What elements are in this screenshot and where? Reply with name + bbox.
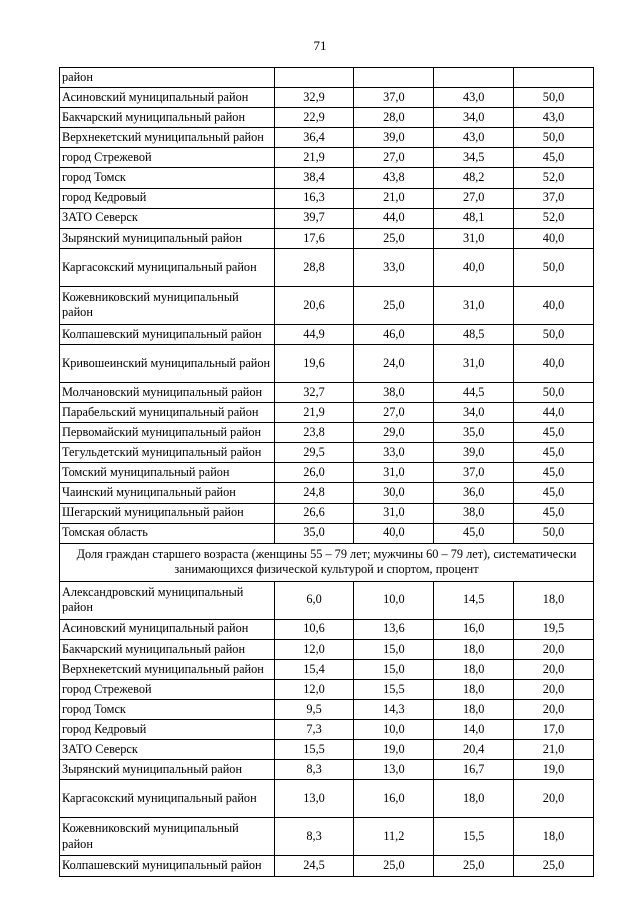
value-cell: 15,5 <box>434 818 514 856</box>
value-cell: 34,0 <box>434 403 514 423</box>
value-cell: 20,0 <box>514 700 594 720</box>
value-cell: 25,0 <box>354 856 434 876</box>
value-cell: 18,0 <box>514 818 594 856</box>
municipality-name-cell: Первомайский муниципальный район <box>60 423 275 443</box>
value-cell: 31,0 <box>434 344 514 382</box>
municipality-name-cell: Бакчарский муниципальный район <box>60 639 275 659</box>
value-cell: 44,5 <box>434 382 514 402</box>
municipality-name-cell: город Томск <box>60 168 275 188</box>
value-cell: 13,0 <box>354 760 434 780</box>
municipality-name-cell: Верхнекетский муниципальный район <box>60 128 275 148</box>
value-cell: 32,7 <box>274 382 354 402</box>
value-cell: 25,0 <box>514 856 594 876</box>
value-cell: 40,0 <box>514 228 594 248</box>
value-cell: 25,0 <box>354 228 434 248</box>
table-row <box>60 248 594 286</box>
municipality-name-cell: Парабельский муниципальный район <box>60 403 275 423</box>
value-cell: 21,9 <box>274 148 354 168</box>
value-cell: 14,0 <box>434 720 514 740</box>
municipality-name-cell: город Кедровый <box>60 188 275 208</box>
value-cell: 50,0 <box>514 324 594 344</box>
value-cell: 33,0 <box>354 248 434 286</box>
value-cell: 20,0 <box>514 780 594 818</box>
value-cell: 20,0 <box>514 659 594 679</box>
value-cell: 13,6 <box>354 619 434 639</box>
table-row <box>60 108 594 128</box>
municipality-name-cell: Томский муниципальный район <box>60 463 275 483</box>
value-cell: 35,0 <box>434 423 514 443</box>
value-cell: 18,0 <box>434 659 514 679</box>
value-cell: 37,0 <box>514 188 594 208</box>
municipality-name-cell: Томская область <box>60 523 275 543</box>
value-cell: 48,1 <box>434 208 514 228</box>
value-cell: 43,8 <box>354 168 434 188</box>
municipality-name-cell: город Стрежевой <box>60 679 275 699</box>
value-cell: 48,2 <box>434 168 514 188</box>
municipality-name-cell: Асиновский муниципальный район <box>60 88 275 108</box>
value-cell: 36,0 <box>434 483 514 503</box>
value-cell: 40,0 <box>514 344 594 382</box>
value-cell: 10,0 <box>354 581 434 619</box>
table-row <box>60 760 594 780</box>
value-cell: 16,3 <box>274 188 354 208</box>
value-cell: 18,0 <box>434 639 514 659</box>
table-row <box>60 463 594 483</box>
table-row <box>60 720 594 740</box>
value-cell: 33,0 <box>354 443 434 463</box>
value-cell: 34,0 <box>434 108 514 128</box>
value-cell: 31,0 <box>434 286 514 324</box>
table-row <box>60 619 594 639</box>
value-cell: 40,0 <box>354 523 434 543</box>
table-row <box>60 483 594 503</box>
municipality-name-cell: Колпашевский муниципальный район <box>60 856 275 876</box>
value-cell: 19,5 <box>514 619 594 639</box>
value-cell: 20,6 <box>274 286 354 324</box>
municipality-name-cell: Тегульдетский муниципальный район <box>60 443 275 463</box>
value-cell: 15,0 <box>354 659 434 679</box>
value-cell: 28,0 <box>354 108 434 128</box>
value-cell: 39,7 <box>274 208 354 228</box>
municipality-name-cell: Зырянский муниципальный район <box>60 228 275 248</box>
municipality-name-cell: Чаинский муниципальный район <box>60 483 275 503</box>
section-2-header-group <box>60 543 594 581</box>
value-cell: 18,0 <box>514 581 594 619</box>
value-cell: 50,0 <box>514 382 594 402</box>
value-cell: 25,0 <box>354 286 434 324</box>
value-cell: 11,2 <box>354 818 434 856</box>
section-1-rows <box>60 68 594 544</box>
table-row <box>60 344 594 382</box>
value-cell: 31,0 <box>354 463 434 483</box>
table-row <box>60 581 594 619</box>
value-cell: 7,3 <box>274 720 354 740</box>
municipality-name-cell: Кожевниковский муниципальный район <box>60 818 275 856</box>
value-cell: 26,6 <box>274 503 354 523</box>
value-cell: 43,0 <box>514 108 594 128</box>
value-cell: 50,0 <box>514 128 594 148</box>
table-row <box>60 740 594 760</box>
value-cell: 36,4 <box>274 128 354 148</box>
value-cell: 20,0 <box>514 639 594 659</box>
value-cell: 8,3 <box>274 760 354 780</box>
table-row <box>60 700 594 720</box>
value-cell: 39,0 <box>434 443 514 463</box>
municipality-name-cell: ЗАТО Северск <box>60 208 275 228</box>
municipality-name-cell: район <box>60 68 275 88</box>
value-cell: 38,4 <box>274 168 354 188</box>
value-cell: 8,3 <box>274 818 354 856</box>
value-cell: 6,0 <box>274 581 354 619</box>
value-cell: 46,0 <box>354 324 434 344</box>
table-row <box>60 856 594 876</box>
table-row <box>60 128 594 148</box>
municipality-name-cell: город Кедровый <box>60 720 275 740</box>
municipality-name-cell: ЗАТО Северск <box>60 740 275 760</box>
municipality-name-cell: Каргасокский муниципальный район <box>60 248 275 286</box>
value-cell: 19,6 <box>274 344 354 382</box>
value-cell: 31,0 <box>434 228 514 248</box>
table-row <box>60 423 594 443</box>
value-cell: 17,6 <box>274 228 354 248</box>
value-cell: 43,0 <box>434 128 514 148</box>
municipality-name-cell: Кривошеинский муниципальный район <box>60 344 275 382</box>
value-cell: 34,5 <box>434 148 514 168</box>
value-cell: 43,0 <box>434 88 514 108</box>
table-row <box>60 679 594 699</box>
value-cell: 45,0 <box>514 423 594 443</box>
value-cell: 18,0 <box>434 700 514 720</box>
table-row <box>60 659 594 679</box>
value-cell: 24,5 <box>274 856 354 876</box>
value-cell: 37,0 <box>434 463 514 483</box>
value-cell: 23,8 <box>274 423 354 443</box>
value-cell: 52,0 <box>514 168 594 188</box>
table-row <box>60 286 594 324</box>
value-cell: 15,5 <box>274 740 354 760</box>
table-row <box>60 403 594 423</box>
table-row <box>60 148 594 168</box>
value-cell: 20,4 <box>434 740 514 760</box>
value-cell: 28,8 <box>274 248 354 286</box>
value-cell: 39,0 <box>354 128 434 148</box>
value-cell: 9,5 <box>274 700 354 720</box>
value-cell: 15,4 <box>274 659 354 679</box>
value-cell <box>274 68 354 88</box>
table-row <box>60 208 594 228</box>
section-2-rows <box>60 581 594 876</box>
municipality-name-cell: Колпашевский муниципальный район <box>60 324 275 344</box>
municipality-name-cell: Верхнекетский муниципальный район <box>60 659 275 679</box>
value-cell: 52,0 <box>514 208 594 228</box>
value-cell: 19,0 <box>514 760 594 780</box>
municipality-name-cell: город Томск <box>60 700 275 720</box>
value-cell: 12,0 <box>274 639 354 659</box>
value-cell: 45,0 <box>514 443 594 463</box>
table-row <box>60 780 594 818</box>
value-cell: 17,0 <box>514 720 594 740</box>
table-row <box>60 443 594 463</box>
value-cell: 45,0 <box>514 463 594 483</box>
table-row <box>60 324 594 344</box>
value-cell: 27,0 <box>434 188 514 208</box>
municipality-name-cell: Бакчарский муниципальный район <box>60 108 275 128</box>
table-row <box>60 503 594 523</box>
value-cell: 30,0 <box>354 483 434 503</box>
value-cell: 16,0 <box>434 619 514 639</box>
value-cell: 44,0 <box>354 208 434 228</box>
value-cell: 20,0 <box>514 679 594 699</box>
value-cell: 21,0 <box>354 188 434 208</box>
section-2-header: Доля граждан старшего возраста (женщины 55 – 79 лет; мужчины 60 – 79 лет), систематически занимающихся физической культурой и спортом, процент <box>60 543 594 581</box>
value-cell: 24,8 <box>274 483 354 503</box>
value-cell: 26,0 <box>274 463 354 483</box>
value-cell: 21,0 <box>514 740 594 760</box>
value-cell: 45,0 <box>514 483 594 503</box>
table-row <box>60 818 594 856</box>
value-cell: 45,0 <box>434 523 514 543</box>
value-cell: 40,0 <box>434 248 514 286</box>
value-cell: 16,7 <box>434 760 514 780</box>
value-cell: 15,0 <box>354 639 434 659</box>
value-cell: 44,0 <box>514 403 594 423</box>
value-cell <box>514 68 594 88</box>
value-cell: 25,0 <box>434 856 514 876</box>
value-cell: 14,3 <box>354 700 434 720</box>
value-cell: 27,0 <box>354 148 434 168</box>
value-cell: 18,0 <box>434 780 514 818</box>
municipality-name-cell: Каргасокский муниципальный район <box>60 780 275 818</box>
value-cell: 14,5 <box>434 581 514 619</box>
value-cell <box>434 68 514 88</box>
municipality-name-cell: Александровский муниципальный район <box>60 581 275 619</box>
table-row <box>60 228 594 248</box>
value-cell: 21,9 <box>274 403 354 423</box>
value-cell: 27,0 <box>354 403 434 423</box>
page-number: 71 <box>313 38 327 53</box>
municipality-name-cell: Зырянский муниципальный район <box>60 760 275 780</box>
table-row <box>60 188 594 208</box>
table-row <box>60 639 594 659</box>
value-cell: 40,0 <box>514 286 594 324</box>
indicator-table <box>59 67 594 877</box>
value-cell: 15,5 <box>354 679 434 699</box>
table-row <box>60 88 594 108</box>
table-row <box>60 168 594 188</box>
value-cell: 29,0 <box>354 423 434 443</box>
value-cell: 50,0 <box>514 523 594 543</box>
value-cell: 16,0 <box>354 780 434 818</box>
value-cell: 19,0 <box>354 740 434 760</box>
value-cell: 13,0 <box>274 780 354 818</box>
value-cell: 45,0 <box>514 148 594 168</box>
municipality-name-cell: город Стрежевой <box>60 148 275 168</box>
municipality-name-cell: Кожевниковский муниципальный район <box>60 286 275 324</box>
value-cell: 18,0 <box>434 679 514 699</box>
value-cell <box>354 68 434 88</box>
value-cell: 48,5 <box>434 324 514 344</box>
table-row <box>60 382 594 402</box>
section-header-row <box>60 543 594 581</box>
value-cell: 31,0 <box>354 503 434 523</box>
value-cell: 38,0 <box>354 382 434 402</box>
value-cell: 45,0 <box>514 503 594 523</box>
value-cell: 24,0 <box>354 344 434 382</box>
municipality-name-cell: Асиновский муниципальный район <box>60 619 275 639</box>
value-cell: 38,0 <box>434 503 514 523</box>
municipality-name-cell: Молчановский муниципальный район <box>60 382 275 402</box>
value-cell: 10,6 <box>274 619 354 639</box>
value-cell: 32,9 <box>274 88 354 108</box>
value-cell: 50,0 <box>514 248 594 286</box>
table-row <box>60 523 594 543</box>
value-cell: 35,0 <box>274 523 354 543</box>
municipality-name-cell: Шегарский муниципальный район <box>60 503 275 523</box>
table-row <box>60 68 594 88</box>
value-cell: 44,9 <box>274 324 354 344</box>
value-cell: 29,5 <box>274 443 354 463</box>
value-cell: 12,0 <box>274 679 354 699</box>
value-cell: 22,9 <box>274 108 354 128</box>
value-cell: 37,0 <box>354 88 434 108</box>
value-cell: 50,0 <box>514 88 594 108</box>
value-cell: 10,0 <box>354 720 434 740</box>
